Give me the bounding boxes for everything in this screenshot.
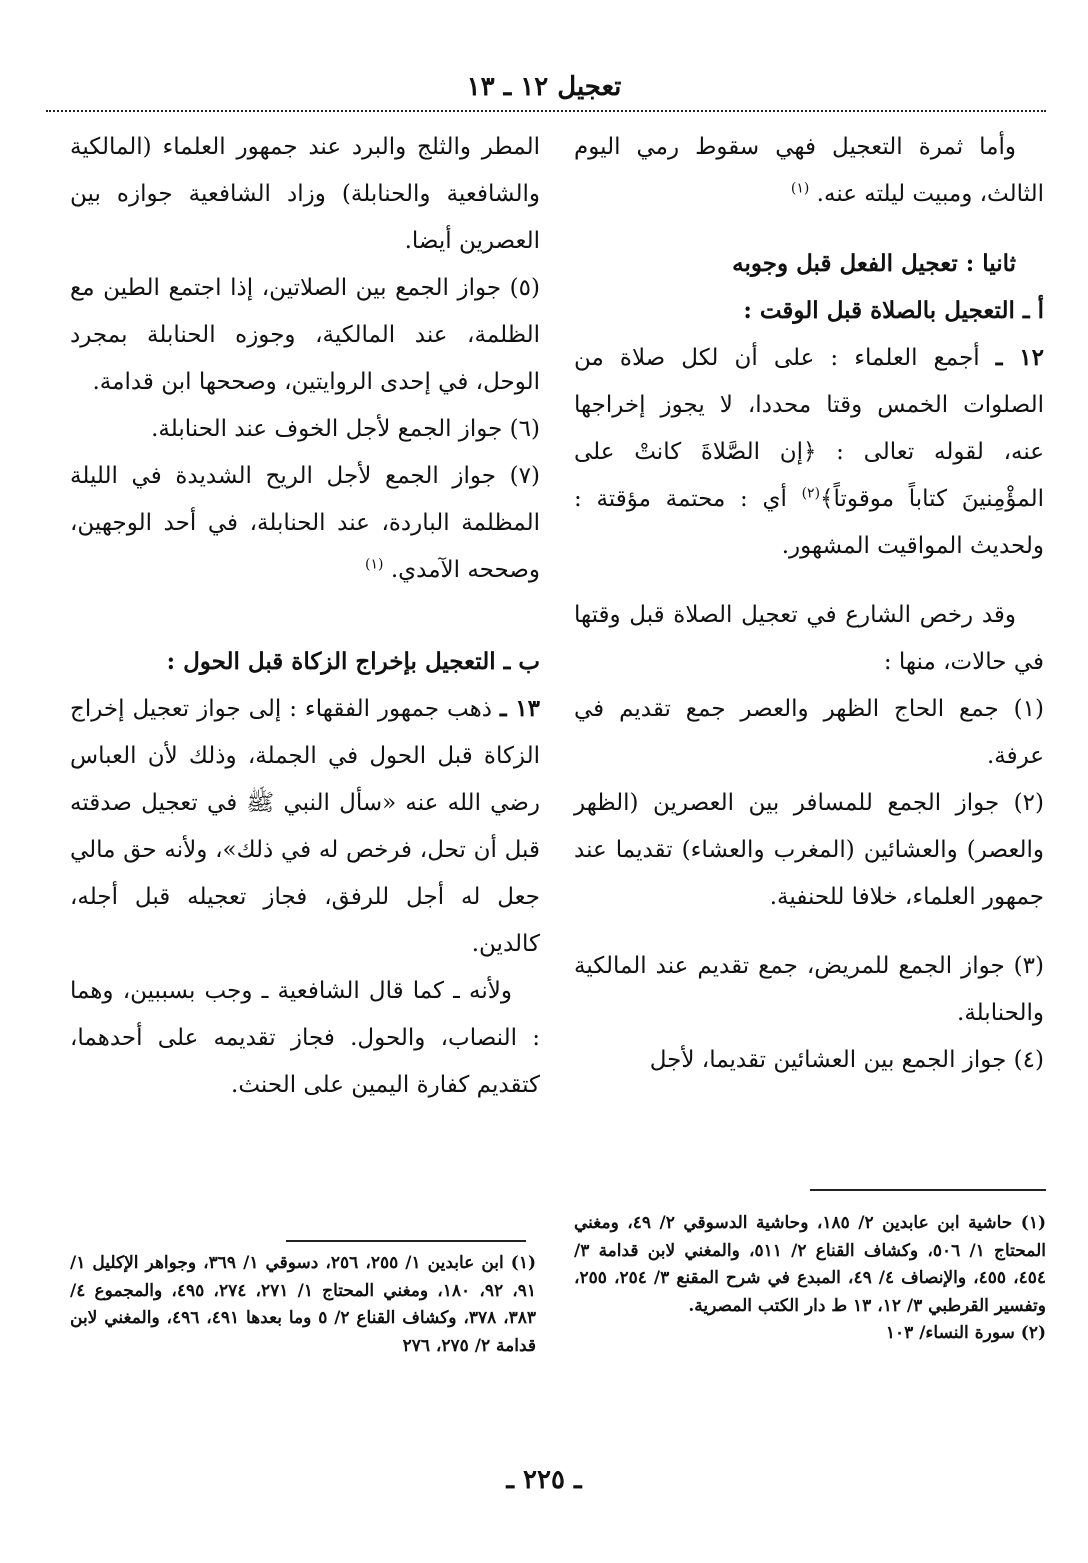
subsection-heading-prayer: أ ـ التعجيل بالصلاة قبل الوقت : (743, 297, 1044, 324)
paragraph-text: أجمع العلماء : على أن لكل صلاة من الصلوات الخمس وقتا محددا، لا يجوز إخراجها عنه، لقوله تعالى : ﴿إن الصَّلاةَ كانتْ على المؤْمِنينَ كتاباً موقوتاً﴾ (574, 345, 1044, 512)
paragraph-number: ١٢ ـ (995, 344, 1044, 371)
left-column (70, 124, 540, 1109)
paragraph-two-causes: ولأنه ـ كما قال الشافعية ـ وجب بسببين، وهما : النصاب، والحول. فجاز تقديمه على أحدهما، كتقديم كفارة اليمين على الحنث. (70, 978, 540, 1098)
paragraph-text: ذهب جمهور الفقهاء : إلى جواز تعجيل إخراج الزكاة قبل الحول في الجملة، وذلك لأن العباس رضي الله عنه «سأل النبي ﷺ في تعجيل صدقته قبل أن تحل، فرخص له في ذلك»، ولأنه حق مالي جعل له أجل للرفق، فجاز تعجيله قبل أجله، كالدين. (70, 696, 540, 957)
right-column (574, 124, 1044, 1084)
list-item-2: (٢) جواز الجمع للمسافر بين العصرين (الظهر والعصر) والعشائين (المغرب والعشاء) تقديما عند جمهور العلماء، خلافا للحنفية. (574, 790, 1044, 910)
paragraph-concessions: وقد رخص الشارع في تعجيل الصلاة قبل وقتها في حالات، منها : (574, 602, 1044, 675)
list-item-6: (٦) جواز الجمع لأجل الخوف عند الحنابلة. (151, 416, 540, 442)
page-number: ـ ٢٢٥ ـ (506, 1465, 582, 1495)
list-item-4: (٤) جواز الجمع بين العشائين تقديما، لأجل (649, 1047, 1044, 1073)
footnote-2: (٢) سورة النساء/ ١٠٣ (885, 1323, 1046, 1343)
paragraph-12 (574, 334, 1044, 570)
footnote-rule-left (286, 1240, 526, 1242)
header-dotted-rule (46, 110, 1046, 112)
footnote-rule-right (810, 1189, 1046, 1191)
list-item-7 (70, 453, 540, 594)
footnote-1: (١) ابن عابدين ١/ ٢٥٥، ٢٥٦، دسوقي ١/ ٣٦٩، وجواهر الإكليل ١/ ٩١، ٩٢، ١٨٠، ومغني المحتاج ١/ ٢٧١، ٢٧٤، ٤٩٥، والمجموع ٤/ ٣٨٣، ٣٧٨، وكشاف القناع ٢/ ٥ وما بعدها ٤٩١، ٤٩٦، والمغني لابن قدامة ٢/ ٢٧٥، ٢٧٦ (70, 1253, 537, 1356)
section-heading-second: ثانيا : تعجيل الفعل قبل وجوبه (732, 250, 1016, 277)
list-item-3: (٣) جواز الجمع للمريض، جمع تقديم عند المالكية والحنابلة. (574, 953, 1044, 1026)
spacer (574, 570, 1044, 592)
subsection-heading-zakat: ب ـ التعجيل بإخراج الزكاة قبل الحول : (166, 648, 540, 675)
paragraph-13 (70, 685, 540, 968)
spacer (70, 616, 540, 638)
list-item-1: (١) جمع الحاج الظهر والعصر جمع تقديم في عرفة. (574, 696, 1044, 769)
spacer (70, 594, 540, 616)
spacer (574, 921, 1044, 943)
list-item-5: (٥) جواز الجمع بين الصلاتين، إذا اجتمع الطين مع الظلمة، عند المالكية، وجوزه الحنابلة بمجرد الوحل، في إحدى الروايتين، وصححها ابن قدامة. (70, 275, 540, 395)
footnotes-left (70, 1250, 536, 1360)
paragraph-text-tail: أي : محتمة مؤقتة : ولحديث المواقيت المشهور. (574, 486, 1044, 559)
page-header-title: تعجيل ١٢ ـ ١٣ (466, 72, 622, 102)
paragraph-text: وأما ثمرة التعجيل فهي سقوط رمي اليوم الثالث، ومبيت ليلته عنه. (574, 134, 1044, 207)
footnote-ref: (١) (365, 556, 384, 573)
paragraph-text: (٧) جواز الجمع لأجل الريح الشديدة في الليلة المظلمة الباردة، عند الحنابلة، في أحد الوجهين، وصححه الآمدي. (70, 463, 540, 583)
footnotes-right (574, 1210, 1046, 1348)
footnote-ref: (١) (790, 180, 810, 197)
footnote-1: (١) حاشية ابن عابدين ٢/ ١٨٥، وحاشية الدسوقي ٢/ ٤٩، ومغني المحتاج ١/ ٥٠٦، وكشاف القناع ٢/ ٥١١، والمغني لابن قدامة ٣/ ٤٥٤، ٤٥٥، والإنصاف ٤/ ٤٩، المبدع في شرح المقنع ٣/ ٢٥٤، ٢٥٥، وتفسير القرطبي ٣/ ١٢، ١٣ ط دار الكتب المصرية. (574, 1213, 1047, 1316)
footnote-ref: (٢) (801, 485, 821, 502)
spacer (574, 218, 1044, 240)
paragraph-fruit-of-hastening (574, 124, 1044, 218)
paragraph-number: ١٣ ـ (499, 695, 541, 722)
paragraph-continuation: المطر والثلج والبرد عند جمهور العلماء (المالكية والشافعية والحنابلة) وزاد الشافعية جوازه بين العصرين أيضا. (70, 134, 540, 254)
